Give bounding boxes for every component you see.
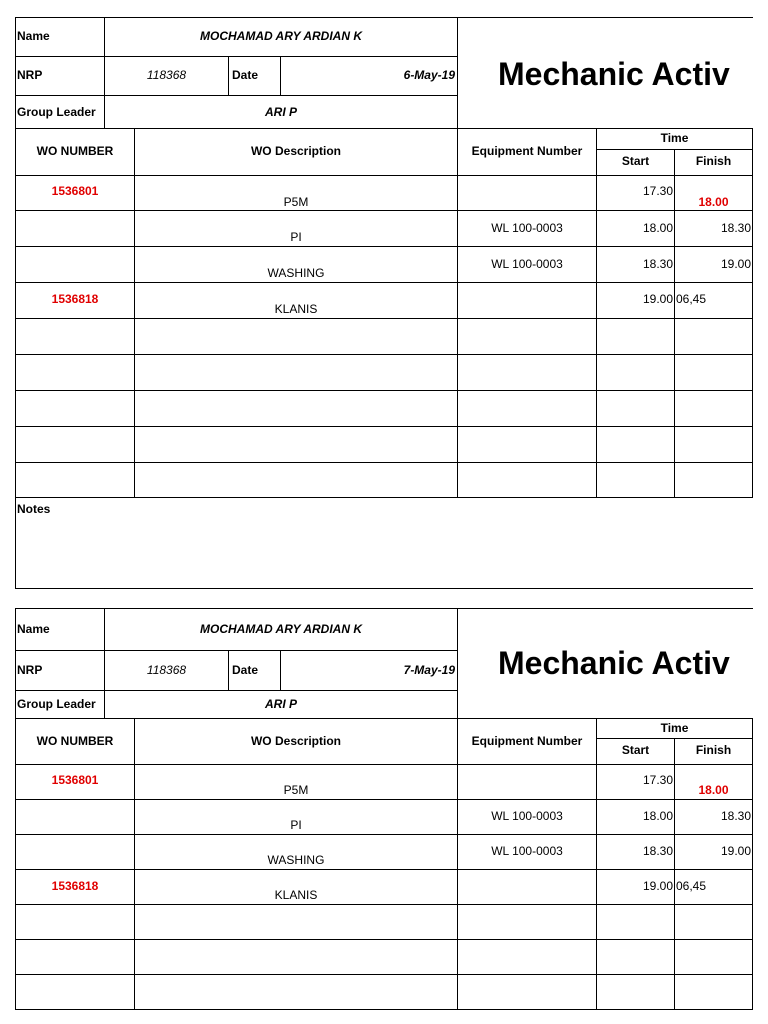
group-leader-value: ARI P bbox=[264, 105, 297, 119]
sheet-title: Mechanic Activ bbox=[498, 56, 730, 92]
group-leader-label: Group Leader bbox=[17, 697, 96, 711]
wo-number-cell: 1536818 bbox=[51, 292, 99, 306]
start-cell: 19.00 bbox=[642, 292, 673, 306]
sheet-title: Mechanic Activ bbox=[498, 645, 730, 681]
wo-number-header: WO NUMBER bbox=[36, 144, 114, 158]
wo-description-cell: PI bbox=[290, 818, 302, 832]
nrp-value: 118368 bbox=[146, 663, 187, 677]
nrp-value: 118368 bbox=[146, 68, 187, 82]
start-cell: 17.30 bbox=[642, 184, 673, 198]
finish-cell: 06,45 bbox=[676, 292, 707, 306]
equipment-number-cell: WL 100-0003 bbox=[491, 809, 563, 823]
wo-number-cell: 1536801 bbox=[51, 184, 99, 198]
employee-name: MOCHAMAD ARY ARDIAN K bbox=[200, 622, 362, 636]
start-cell: 18.00 bbox=[642, 221, 673, 235]
wo-description-cell: KLANIS bbox=[274, 888, 318, 902]
finish-header: Finish bbox=[695, 743, 732, 757]
group-leader-value: ARI P bbox=[264, 697, 297, 711]
finish-cell: 18.30 bbox=[720, 221, 751, 235]
equipment-number-header: Equipment Number bbox=[471, 734, 583, 748]
date-value: 7-May-19 bbox=[403, 663, 455, 677]
start-cell: 18.30 bbox=[642, 257, 673, 271]
date-value: 6-May-19 bbox=[403, 68, 455, 82]
wo-description-cell: P5M bbox=[283, 783, 309, 797]
wo-description-cell: WASHING bbox=[267, 266, 325, 280]
nrp-label: NRP bbox=[17, 68, 43, 82]
finish-header: Finish bbox=[695, 154, 732, 168]
wo-description-header: WO Description bbox=[250, 734, 341, 748]
wo-description-cell: KLANIS bbox=[274, 302, 318, 316]
equipment-number-header: Equipment Number bbox=[471, 144, 583, 158]
wo-description-header: WO Description bbox=[250, 144, 341, 158]
date-label: Date bbox=[232, 663, 259, 677]
group-leader-label: Group Leader bbox=[17, 105, 96, 119]
employee-name: MOCHAMAD ARY ARDIAN K bbox=[200, 29, 362, 43]
equipment-number-cell: WL 100-0003 bbox=[491, 221, 563, 235]
wo-description-cell: PI bbox=[290, 230, 302, 244]
finish-cell: 18.30 bbox=[720, 809, 751, 823]
finish-cell: 19.00 bbox=[720, 844, 751, 858]
wo-number-header: WO NUMBER bbox=[36, 734, 114, 748]
finish-cell: 18.00 bbox=[698, 195, 729, 209]
start-cell: 17.30 bbox=[642, 773, 673, 787]
time-header: Time bbox=[660, 721, 689, 735]
start-header: Start bbox=[621, 743, 650, 757]
date-label: Date bbox=[232, 68, 259, 82]
start-header: Start bbox=[621, 154, 650, 168]
name-label: Name bbox=[17, 622, 50, 636]
start-cell: 18.30 bbox=[642, 844, 673, 858]
start-cell: 18.00 bbox=[642, 809, 673, 823]
notes-label: Notes bbox=[17, 502, 51, 516]
finish-cell: 18.00 bbox=[698, 783, 729, 797]
start-cell: 19.00 bbox=[642, 879, 673, 893]
finish-cell: 19.00 bbox=[720, 257, 751, 271]
name-label: Name bbox=[17, 29, 50, 43]
time-header: Time bbox=[660, 131, 689, 145]
wo-description-cell: WASHING bbox=[267, 853, 325, 867]
nrp-label: NRP bbox=[17, 663, 43, 677]
wo-number-cell: 1536801 bbox=[51, 773, 99, 787]
finish-cell: 06,45 bbox=[676, 879, 707, 893]
equipment-number-cell: WL 100-0003 bbox=[491, 844, 563, 858]
wo-number-cell: 1536818 bbox=[51, 879, 99, 893]
wo-description-cell: P5M bbox=[283, 195, 309, 209]
equipment-number-cell: WL 100-0003 bbox=[491, 257, 563, 271]
